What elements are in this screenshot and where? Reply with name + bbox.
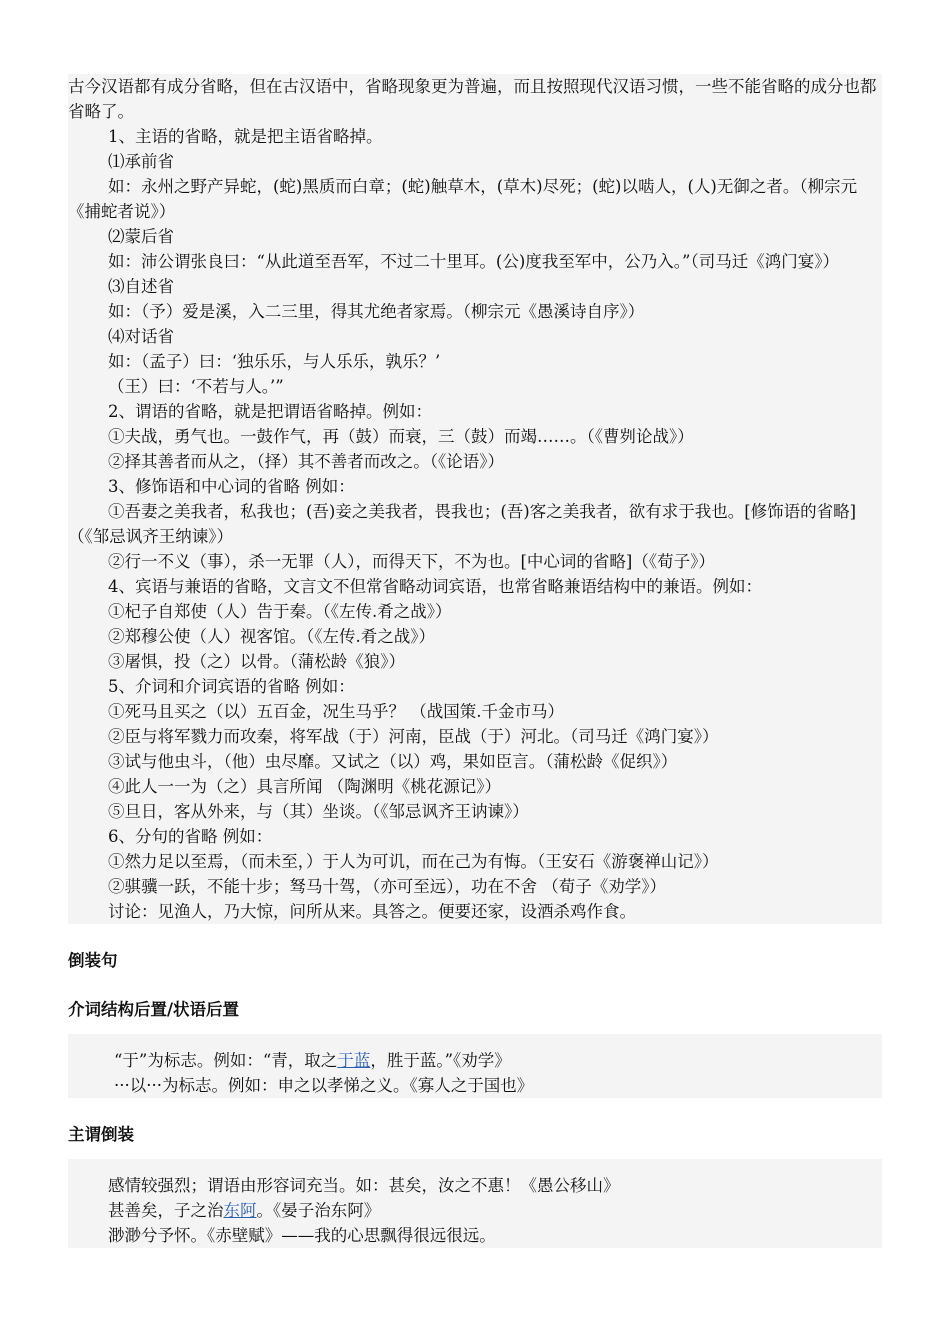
sp-line-1: 感情较强烈；谓语由形容词充当。如：甚矣，汝之不惠！《愚公移山》 — [108, 1176, 620, 1195]
subpoint-4: ⑷对话省 — [108, 327, 174, 346]
example-7: ①吾妻之美我者，私我也；(吾)妾之美我者，畏我也；(吾)客之美我者，欲有求于我也。[修饰语的省略]（《邹忌讽齐王纳谏》） — [68, 502, 857, 546]
sp-line-3: 渺渺兮予怀。《赤壁赋》——我的心思飘得很远很远。 — [108, 1226, 496, 1245]
example-11: ③屠惧，投（之）以骨。（蒲松龄《狼》） — [108, 652, 405, 671]
example-5: ①夫战，勇气也。一鼓作气，再（鼓）而衰，三（鼓）而竭……。（《曹刿论战》） — [108, 427, 694, 446]
example-15: ④此人一一为（之）具言所闻 （陶渊明《桃花源记》） — [108, 777, 501, 796]
example-6: ②择其善者而从之，（择）其不善者而改之。（《论语》） — [108, 452, 504, 471]
prep-line-1-text-a: “于”为标志。例如：“青，取之 — [114, 1051, 338, 1070]
spacer — [68, 1159, 882, 1173]
omission-section — [68, 74, 882, 924]
subject-predicate-section — [68, 1159, 882, 1248]
example-10: ②郑穆公使（人）视客馆。（《左传.肴之战》） — [108, 627, 435, 646]
example-17: ①然力足以至焉，（而未至，）于人为可讥，而在己为有悔。（王安石《游褒禅山记》） — [108, 852, 719, 871]
document-page — [68, 74, 882, 1248]
example-12: ①死马且买之（以）五百金，况生马乎？ （战国策.千金市马） — [108, 702, 564, 721]
example-8: ②行一不义（事），杀一无罪（人），而得天下，不为也。[中心词的省略]（《荀子》） — [108, 552, 715, 571]
sp-line-2-text-b: 。《晏子治东阿》 — [256, 1201, 381, 1220]
intro-paragraph: 古今汉语都有成分省略，但在古汉语中，省略现象更为普遍，而且按照现代汉语习惯，一些不能省略的成分也都省略了。 — [68, 77, 877, 121]
prep-line-1 — [68, 1048, 882, 1073]
discussion: 讨论：见渔人，乃大惊，问所从来。具答之。便要还家，设酒杀鸡作食。 — [108, 902, 636, 921]
point-2: 2、谓语的省略，就是把谓语省略掉。例如： — [108, 402, 432, 421]
subpoint-1: ⑴承前省 — [108, 152, 174, 171]
subpoint-3: ⑶自述省 — [108, 277, 174, 296]
example-9: ①杞子自郑使（人）告于秦。（《左传.肴之战》） — [108, 602, 452, 621]
link-yulan[interactable]: 于蓝 — [337, 1051, 371, 1070]
example-3: 如：（予）爱是溪，入二三里，得其尤绝者家焉。（柳宗元《愚溪诗自序》） — [108, 302, 645, 321]
example-1: 如：永州之野产异蛇，(蛇)黑质而白章；(蛇)触草木，(草木)尽死；(蛇)以啮人，(人)无御之者。（柳宗元《捕蛇者说》） — [68, 177, 858, 221]
heading-inversion: 倒装句 — [68, 951, 118, 970]
example-4b: （王）曰：‘不若与人。’” — [108, 377, 284, 396]
heading-subject-predicate-inversion: 主谓倒装 — [68, 1125, 134, 1144]
heading-prepositional-postposition: 介词结构后置/状语后置 — [68, 1000, 240, 1019]
prepositional-section — [68, 1034, 882, 1098]
example-18: ②骐骥一跃，不能十步；驽马十驾，（亦可至远），功在不舍 （荀子《劝学》） — [108, 877, 666, 896]
prep-line-1-text-b: ，胜于蓝。”《劝学》 — [370, 1051, 511, 1070]
point-4: 4、宾语与兼语的省略，文言文不但常省略动词宾语，也常省略兼语结构中的兼语。例如： — [108, 577, 762, 596]
prep-line-2: ···以···为标志。例如：申之以孝悌之义。《寡人之于国也》 — [114, 1076, 534, 1095]
example-16: ⑤旦日，客从外来，与（其）坐谈。（《邹忌讽齐王讷谏》） — [108, 802, 529, 821]
sp-line-2-text-a: 甚善矣，子之治 — [108, 1201, 224, 1220]
spacer — [68, 1034, 882, 1048]
point-5: 5、介词和介词宾语的省略 例如： — [108, 677, 355, 696]
example-2: 如：沛公谓张良曰：“从此道至吾军，不过二十里耳。(公)度我至军中，公乃入。”（司马迁《鸿门宴》） — [108, 252, 839, 271]
sp-line-2 — [68, 1198, 882, 1223]
subpoint-2: ⑵蒙后省 — [108, 227, 174, 246]
point-1: 1、主语的省略，就是把主语省略掉。 — [108, 127, 383, 146]
point-3: 3、修饰语和中心词的省略 例如： — [108, 477, 355, 496]
point-6: 6、分句的省略 例如： — [108, 827, 273, 846]
link-donge[interactable]: 东阿 — [223, 1201, 257, 1220]
example-14: ③试与他虫斗，（他）虫尽靡。又试之（以）鸡，果如臣言。（蒲松龄《促织》） — [108, 752, 678, 771]
example-4a: 如：（孟子）曰：‘独乐乐，与人乐乐，孰乐？’ — [108, 352, 441, 371]
example-13: ②臣与将军戮力而攻秦，将军战（于）河南，臣战（于）河北。（司马迁《鸿门宴》） — [108, 727, 719, 746]
